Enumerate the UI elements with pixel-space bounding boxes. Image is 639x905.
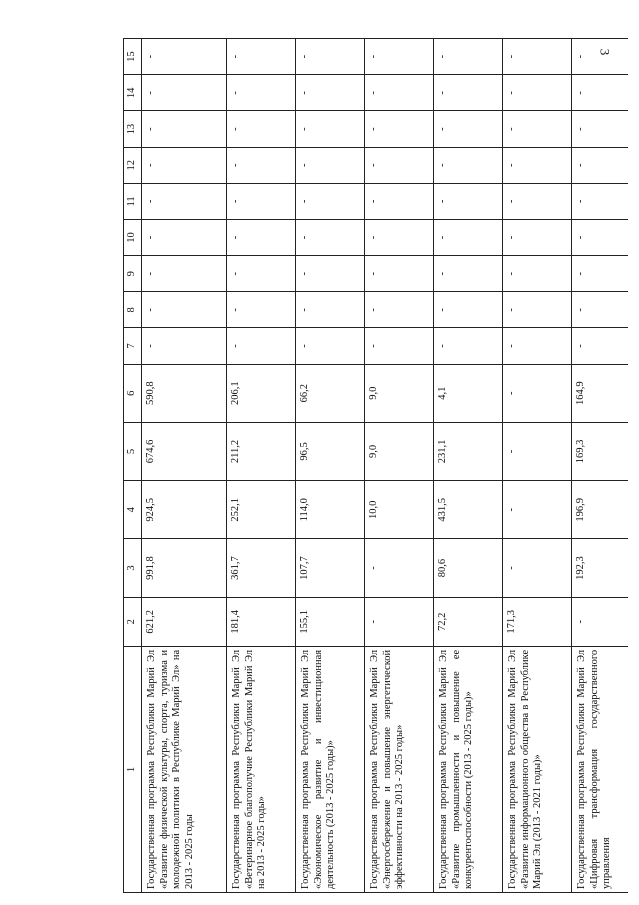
value-cell: -	[227, 183, 296, 219]
column-header: 11	[124, 183, 142, 219]
value-cell: 991,8	[142, 539, 227, 597]
program-name-cell: Государственная программа Республики Марий Эл «Энергосбережение и повышение энергетической эффективности на 2013 - 2025 годы»	[365, 646, 434, 892]
value-cell: -	[296, 39, 365, 75]
column-header: 5	[124, 422, 142, 480]
value-cell: -	[227, 219, 296, 255]
value-cell: -	[365, 39, 434, 75]
value-cell: -	[365, 292, 434, 328]
value-cell: -	[572, 183, 629, 219]
value-cell: -	[503, 422, 572, 480]
value-cell: 252,1	[227, 481, 296, 539]
column-number-row	[124, 39, 142, 893]
value-cell: -	[296, 328, 365, 364]
value-cell: -	[503, 539, 572, 597]
value-cell: -	[503, 292, 572, 328]
value-cell: -	[572, 597, 629, 646]
page-number: 3	[596, 48, 612, 56]
value-cell: -	[434, 183, 503, 219]
value-cell: -	[503, 39, 572, 75]
value-cell: -	[365, 597, 434, 646]
value-cell: 171,3	[503, 597, 572, 646]
column-header: 4	[124, 481, 142, 539]
value-cell: 114,0	[296, 481, 365, 539]
column-header: 6	[124, 364, 142, 422]
column-header: 7	[124, 328, 142, 364]
value-cell: 206,1	[227, 364, 296, 422]
value-cell: -	[365, 256, 434, 292]
value-cell: -	[142, 328, 227, 364]
value-cell: -	[227, 292, 296, 328]
value-cell: -	[142, 147, 227, 183]
value-cell: -	[434, 219, 503, 255]
value-cell: 66,2	[296, 364, 365, 422]
column-header: 2	[124, 597, 142, 646]
value-cell: 169,3	[572, 422, 629, 480]
value-cell: -	[572, 147, 629, 183]
value-cell: -	[142, 111, 227, 147]
value-cell: -	[434, 39, 503, 75]
value-cell: -	[434, 75, 503, 111]
value-cell: -	[142, 292, 227, 328]
value-cell: -	[296, 219, 365, 255]
column-header: 12	[124, 147, 142, 183]
value-cell: -	[434, 147, 503, 183]
value-cell: -	[227, 328, 296, 364]
value-cell: -	[572, 39, 629, 75]
program-name-cell: Государственная программа Республики Марий Эл «Ветеринарное благополучие Республики Марий Эл на 2013 - 2025 годы»	[227, 646, 296, 892]
program-name-cell: Государственная программа Республики Марий Эл «Развитие промышленности и повышение ее конкурентоспособности (2013 - 2025 годы)»	[434, 646, 503, 892]
column-header: 1	[124, 646, 142, 892]
column-header: 8	[124, 292, 142, 328]
value-cell: 621,2	[142, 597, 227, 646]
value-cell: 155,1	[296, 597, 365, 646]
value-cell: -	[503, 328, 572, 364]
value-cell: -	[503, 219, 572, 255]
value-cell: 674,6	[142, 422, 227, 480]
value-cell: 4,1	[434, 364, 503, 422]
program-name-cell: Государственная программа Республики Марий Эл «Развитие информационного общества в Республике Марий Эл (2013 - 2021 годы)»	[503, 646, 572, 892]
value-cell: -	[142, 183, 227, 219]
value-cell: -	[503, 364, 572, 422]
value-cell: 231,1	[434, 422, 503, 480]
value-cell: 211,2	[227, 422, 296, 480]
program-name-cell: Государственная программа Республики Марий Эл «Цифровая трансформация государственного управления	[572, 646, 629, 892]
value-cell: 196,9	[572, 481, 629, 539]
value-cell: -	[434, 328, 503, 364]
value-cell: 361,7	[227, 539, 296, 597]
value-cell: -	[572, 256, 629, 292]
table-row	[296, 39, 365, 893]
value-cell: -	[142, 256, 227, 292]
column-header: 10	[124, 219, 142, 255]
value-cell: 9,0	[365, 364, 434, 422]
value-cell: -	[365, 219, 434, 255]
value-cell: 80,6	[434, 539, 503, 597]
value-cell: -	[296, 256, 365, 292]
value-cell: -	[142, 39, 227, 75]
value-cell: -	[503, 256, 572, 292]
table-row	[142, 39, 227, 893]
column-header: 15	[124, 39, 142, 75]
value-cell: 192,3	[572, 539, 629, 597]
value-cell: -	[227, 75, 296, 111]
value-cell: -	[572, 75, 629, 111]
value-cell: -	[365, 75, 434, 111]
value-cell: -	[572, 219, 629, 255]
value-cell: -	[365, 111, 434, 147]
value-cell: 164,9	[572, 364, 629, 422]
value-cell: -	[434, 256, 503, 292]
value-cell: -	[142, 75, 227, 111]
value-cell: 924,5	[142, 481, 227, 539]
value-cell: -	[296, 292, 365, 328]
value-cell: 96,5	[296, 422, 365, 480]
table-row	[503, 39, 572, 893]
value-cell: -	[227, 39, 296, 75]
value-cell: -	[503, 147, 572, 183]
value-cell: -	[365, 328, 434, 364]
value-cell: -	[296, 111, 365, 147]
value-cell: 590,8	[142, 364, 227, 422]
value-cell: -	[365, 539, 434, 597]
value-cell: -	[572, 292, 629, 328]
program-funding-table	[123, 38, 628, 893]
value-cell: -	[572, 111, 629, 147]
value-cell: 107,7	[296, 539, 365, 597]
value-cell: -	[296, 75, 365, 111]
value-cell: -	[227, 147, 296, 183]
table-row	[572, 39, 629, 893]
column-header: 3	[124, 539, 142, 597]
value-cell: 431,5	[434, 481, 503, 539]
value-cell: -	[434, 111, 503, 147]
value-cell: 181,4	[227, 597, 296, 646]
value-cell: -	[365, 147, 434, 183]
value-cell: 9,0	[365, 422, 434, 480]
value-cell: -	[572, 328, 629, 364]
program-name-cell: Государственная программа Республики Марий Эл «Развитие физической культуры, спорта, туризма и молодежной политики в Республике Марий Эл» на 2013 - 2025 годы	[142, 646, 227, 892]
table-row	[227, 39, 296, 893]
value-cell: -	[296, 183, 365, 219]
column-header: 14	[124, 75, 142, 111]
value-cell: -	[503, 75, 572, 111]
value-cell: -	[142, 219, 227, 255]
column-header: 13	[124, 111, 142, 147]
value-cell: -	[296, 147, 365, 183]
rotated-table-container	[123, 38, 613, 893]
value-cell: -	[503, 183, 572, 219]
table-row	[365, 39, 434, 893]
value-cell: -	[503, 111, 572, 147]
value-cell: -	[503, 481, 572, 539]
table-row	[434, 39, 503, 893]
value-cell: -	[227, 111, 296, 147]
value-cell: -	[227, 256, 296, 292]
value-cell: -	[365, 183, 434, 219]
value-cell: -	[434, 292, 503, 328]
value-cell: 72,2	[434, 597, 503, 646]
value-cell: 10,0	[365, 481, 434, 539]
table-body	[142, 39, 629, 893]
program-name-cell: Государственная программа Республики Марий Эл «Экономическое развитие и инвестиционная деятельность (2013 - 2025 годы)»	[296, 646, 365, 892]
column-header: 9	[124, 256, 142, 292]
